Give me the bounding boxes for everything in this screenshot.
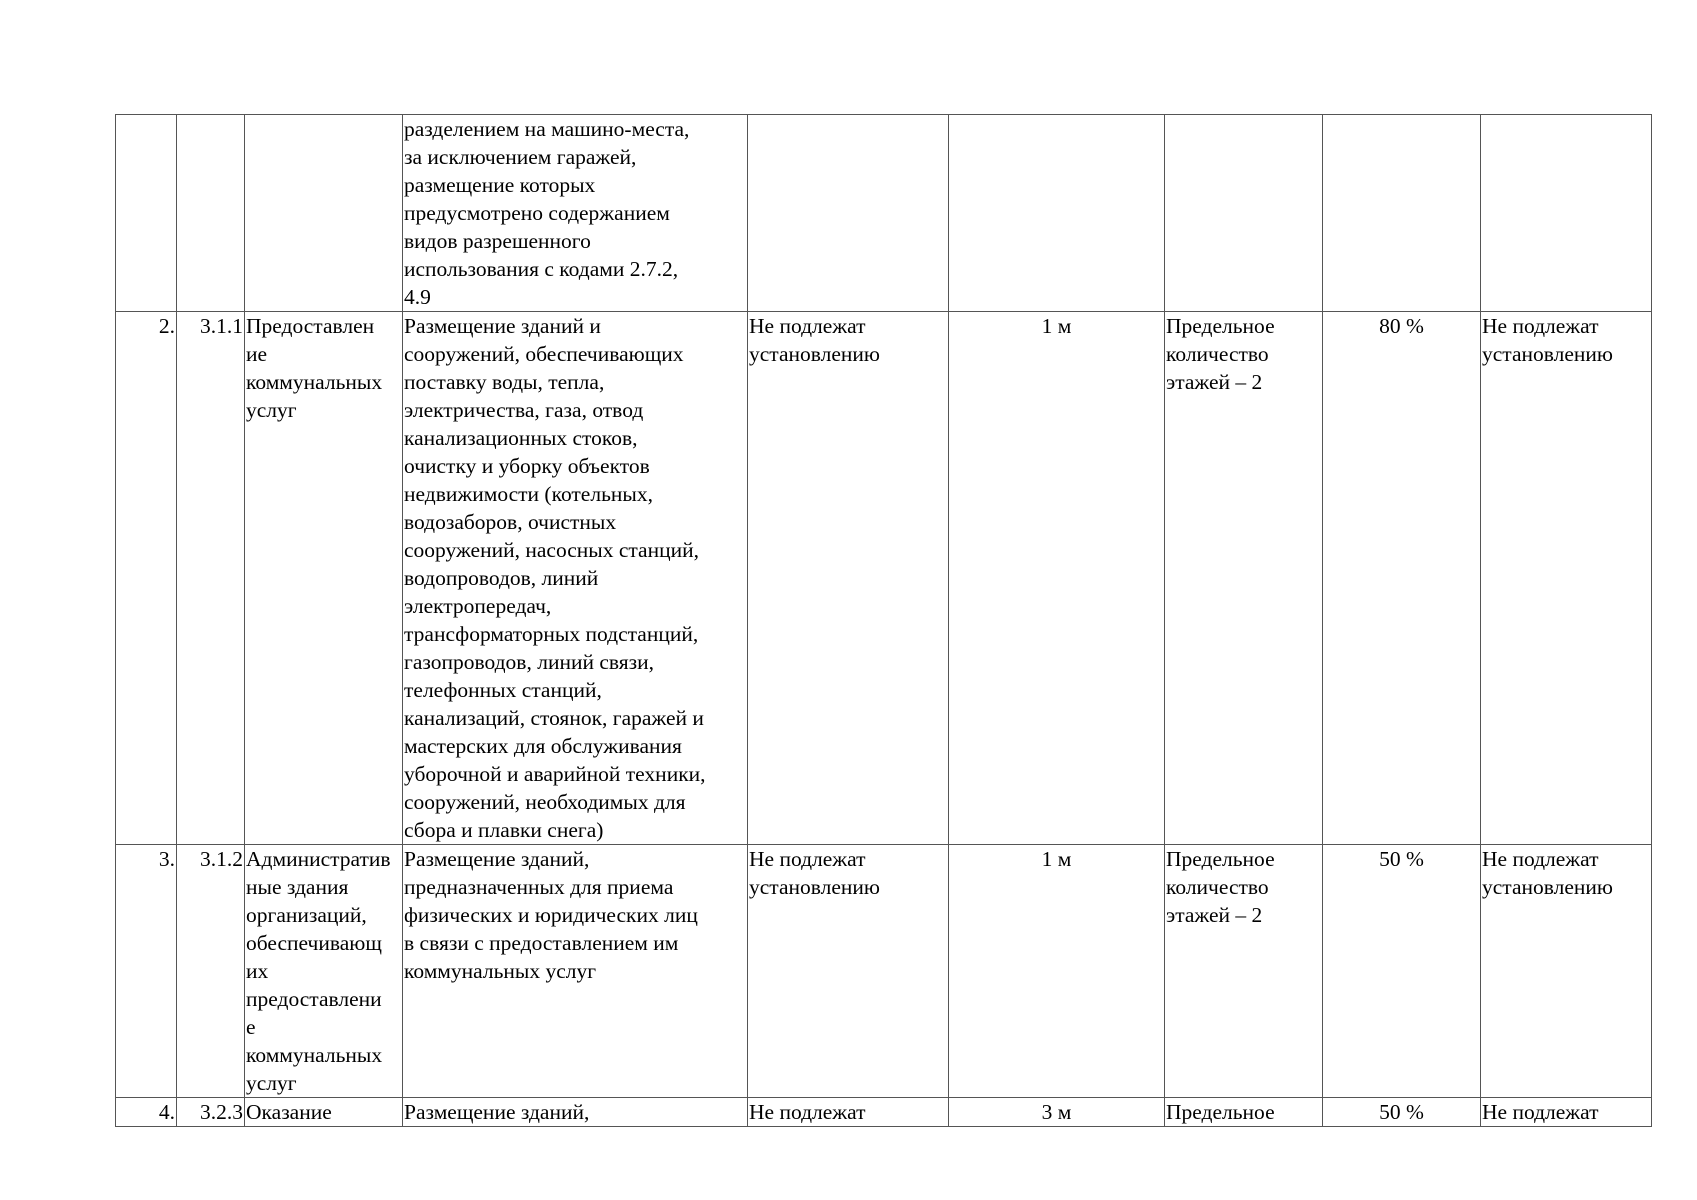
row-number-cell	[116, 115, 177, 312]
code-cell: 3.1.1	[177, 312, 245, 845]
setback-cell: 1 м	[949, 312, 1165, 845]
coverage-cell: 50 %	[1323, 845, 1481, 1098]
setback-cell: 1 м	[949, 845, 1165, 1098]
use-name-cell: Предоставлен ие коммунальных услуг	[245, 312, 403, 845]
row-number-cell: 4.	[116, 1098, 177, 1127]
table-row	[116, 845, 1652, 1098]
code-cell	[177, 115, 245, 312]
min-size-cell: Не подлежат	[748, 1098, 949, 1127]
floors-cell: Предельное количество этажей – 2	[1165, 845, 1323, 1098]
table-row	[116, 312, 1652, 845]
use-name-cell	[245, 115, 403, 312]
row-number-cell: 3.	[116, 845, 177, 1098]
floors-cell	[1165, 115, 1323, 312]
code-cell: 3.1.2	[177, 845, 245, 1098]
row-number-cell: 2.	[116, 312, 177, 845]
min-size-cell: Не подлежат установлению	[748, 845, 949, 1098]
coverage-cell: 80 %	[1323, 312, 1481, 845]
floors-cell: Предельное	[1165, 1098, 1323, 1127]
land-use-table	[115, 114, 1652, 1127]
code-cell: 3.2.3	[177, 1098, 245, 1127]
other-cell: Не подлежат установлению	[1481, 845, 1652, 1098]
description-cell: разделением на машино-места, за исключением гаражей, размещение которых предусмотрено содержанием видов разрешенного использования с кодами 2.7.2, 4.9	[403, 115, 748, 312]
setback-cell: 3 м	[949, 1098, 1165, 1127]
other-cell: Не подлежат установлению	[1481, 312, 1652, 845]
use-name-cell: Оказание	[245, 1098, 403, 1127]
description-cell: Размещение зданий, предназначенных для приема физических и юридических лиц в связи с предоставлением им коммунальных услуг	[403, 845, 748, 1098]
description-cell: Размещение зданий,	[403, 1098, 748, 1127]
table-row	[116, 1098, 1652, 1127]
setback-cell	[949, 115, 1165, 312]
floors-cell: Предельное количество этажей – 2	[1165, 312, 1323, 845]
description-cell: Размещение зданий и сооружений, обеспечивающих поставку воды, тепла, электричества, газа, отвод канализационных стоков, очистку и уборку объектов недвижимости (котельных, водозаборов, очистных сооружений, насосных станций, водопроводов, линий электропередач, трансформаторных подстанций, газопроводов, линий связи, телефонных станций, канализаций, стоянок, гаражей и мастерских для обслуживания уборочной и аварийной техники, сооружений, необходимых для сбора и плавки снега)	[403, 312, 748, 845]
table-row	[116, 115, 1652, 312]
use-name-cell: Административные здания организаций, обеспечивающ их предоставлени е коммунальных услуг	[245, 845, 403, 1098]
min-size-cell	[748, 115, 949, 312]
min-size-cell: Не подлежат установлению	[748, 312, 949, 845]
coverage-cell: 50 %	[1323, 1098, 1481, 1127]
other-cell	[1481, 115, 1652, 312]
other-cell: Не подлежат	[1481, 1098, 1652, 1127]
coverage-cell	[1323, 115, 1481, 312]
